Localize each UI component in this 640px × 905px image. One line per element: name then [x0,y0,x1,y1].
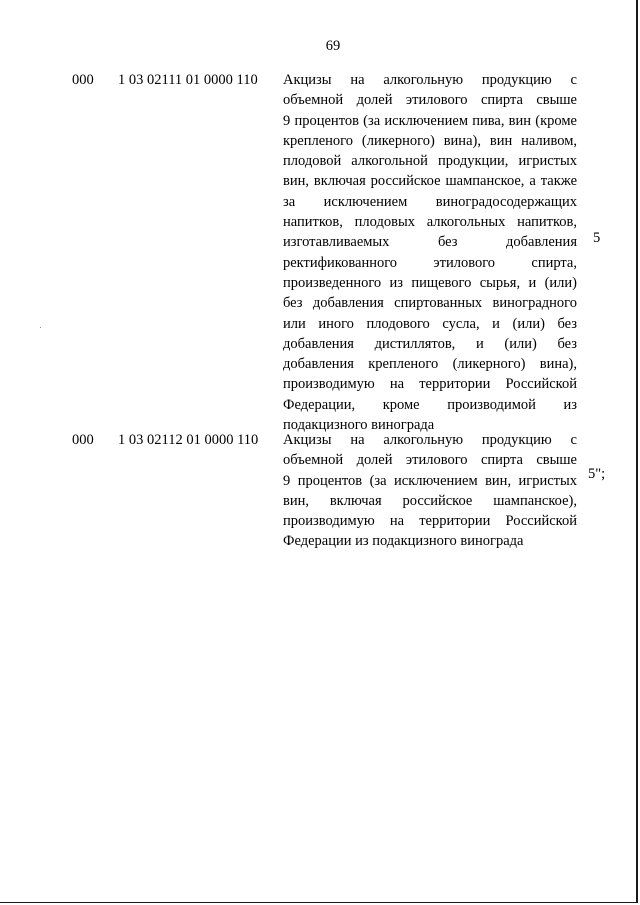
description-line: Федерации из подакцизного винограда [283,533,524,550]
admin-code: 000 [72,432,94,448]
description-line: производимую на территории Российской [283,376,577,393]
row-description [283,430,577,552]
description-line: произведенного из пищевого сырья, и (или) [283,274,577,291]
description-line: ректификованного этилового спирта, [283,254,577,271]
page-number: 69 [325,38,341,54]
description-line: добавления дистиллятов, и (или) без [283,335,577,352]
description-line: напитков, плодовых алкогольных напитков, [283,214,577,231]
description-line: вин, включая российское шампанское, а также [283,173,577,190]
kbk-code: 1 03 02111 01 0000 110 [118,72,258,88]
kbk-code: 1 03 02112 01 0000 110 [118,432,259,448]
description-line: объемной долей этилового спирта свыше [283,92,577,109]
description-line: Федерации, кроме производимой из [283,396,577,413]
description-line: подакцизного винограда [283,417,435,434]
description-line: плодовой алкогольной продукции, игристых [283,153,577,170]
row-description [283,70,577,435]
rate-value: 5 [593,230,601,246]
description-line: добавления крепленого (ликерного) вина), [283,356,577,373]
description-line: изготавливаемых без добавления [283,234,577,251]
description-line: производимую на территории Российской [283,513,577,530]
rate-value: 5"; [588,466,606,482]
description-line: Акцизы на алкогольную продукцию с [283,432,577,448]
description-line: за исключением виноградосодержащих [283,193,577,210]
description-line: Акцизы на алкогольную продукцию с [283,72,577,88]
description-line: 9 процентов (за исключением вин, игристых [283,472,577,489]
description-line: крепленого (ликерного) вина), вин наливом, [283,132,577,149]
description-line: 9 процентов (за исключением пива, вин (кроме [283,112,577,129]
scan-speck [40,327,41,328]
description-line: вин, включая российское шампанское), [283,492,577,509]
description-line: без добавления спиртованных виноградного [283,295,577,312]
description-line: или иного плодового сусла, и (или) без [283,315,577,332]
admin-code: 000 [72,72,94,88]
description-line: объемной долей этилового спирта свыше [283,452,577,469]
